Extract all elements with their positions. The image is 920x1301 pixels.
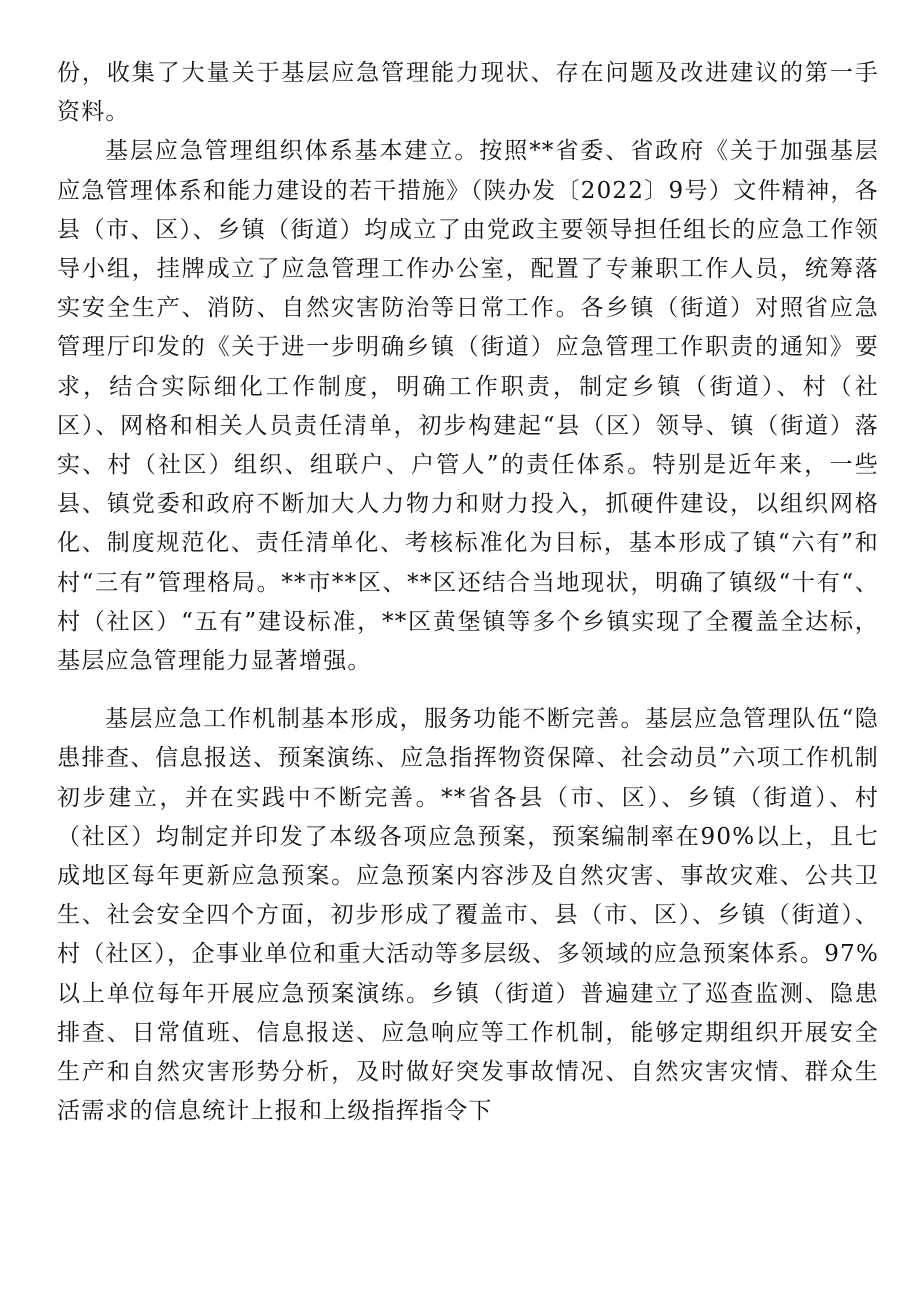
paragraph-organization-system: 基层应急管理组织体系基本建立。按照**省委、省政府《关于加强基层应急管理体系和能力建设的若干措施》（陕办发〔2022〕9号）文件精神，各县（市、区）、乡镇（街道）均成立了由党政主要领导担任组长的应急工作领导小组，挂牌成立了应急管理工作办公室，配置了专兼职工作人员，统筹落实安全生产、消防、自然灾害防治等日常工作。各乡镇（街道）对照省应急管理厅印发的《关于进一步明确乡镇（街道）应急管理工作职责的通知》要求，结合实际细化工作制度，明确工作职责，制定乡镇（街道）、村（社区）、网格和相关人员责任清单，初步构建起“县（区）领导、镇（街道）落实、村（社区）组织、组联户、户管人”的责任体系。特别是近年来，一些县、镇党委和政府不断加大人力物力和财力投入，抓硬件建设，以组织网格化、制度规范化、责任清单化、考核标准化为目标，基本形成了镇“六有”和村“三有”管理格局。**市**区、**区还结合当地现状，明确了镇级“十有“、村（社区）“五有”建设标准，**区黄堡镇等多个乡镇实现了全覆盖全达标，基层应急管理能力显著增强。 — [57, 138, 879, 675]
paragraph-work-mechanism: 基层应急工作机制基本形成，服务功能不断完善。基层应急管理队伍“隐患排查、信息报送、预案演练、应急指挥物资保障、社会动员”六项工作机制初步建立，并在实践中不断完善。**省各县（市、区）、乡镇（街道）、村（社区）均制定并印发了本级各项应急预案，预案编制率在90%以上，且七成地区每年更新应急预案。应急预案内容涉及自然灾害、事故灾难、公共卫生、社会安全四个方面，初步形成了覆盖市、县（市、区）、乡镇（街道）、村（社区），企事业单位和重大活动等多层级、多领域的应急预案体系。97%以上单位每年开展应急预案演练。乡镇（街道）普遍建立了巡查监测、隐患排查、日常值班、信息报送、应急响应等工作机制，能够定期组织开展安全生产和自然灾害形势分析，及时做好突发事故情况、自然灾害灾情、群众生活需求的信息统计上报和上级指挥指令下 — [57, 706, 879, 1125]
document-page — [57, 54, 879, 1131]
paragraph-continuation: 份，收集了大量关于基层应急管理能力现状、存在问题及改进建议的第一手资料。 — [57, 60, 879, 126]
